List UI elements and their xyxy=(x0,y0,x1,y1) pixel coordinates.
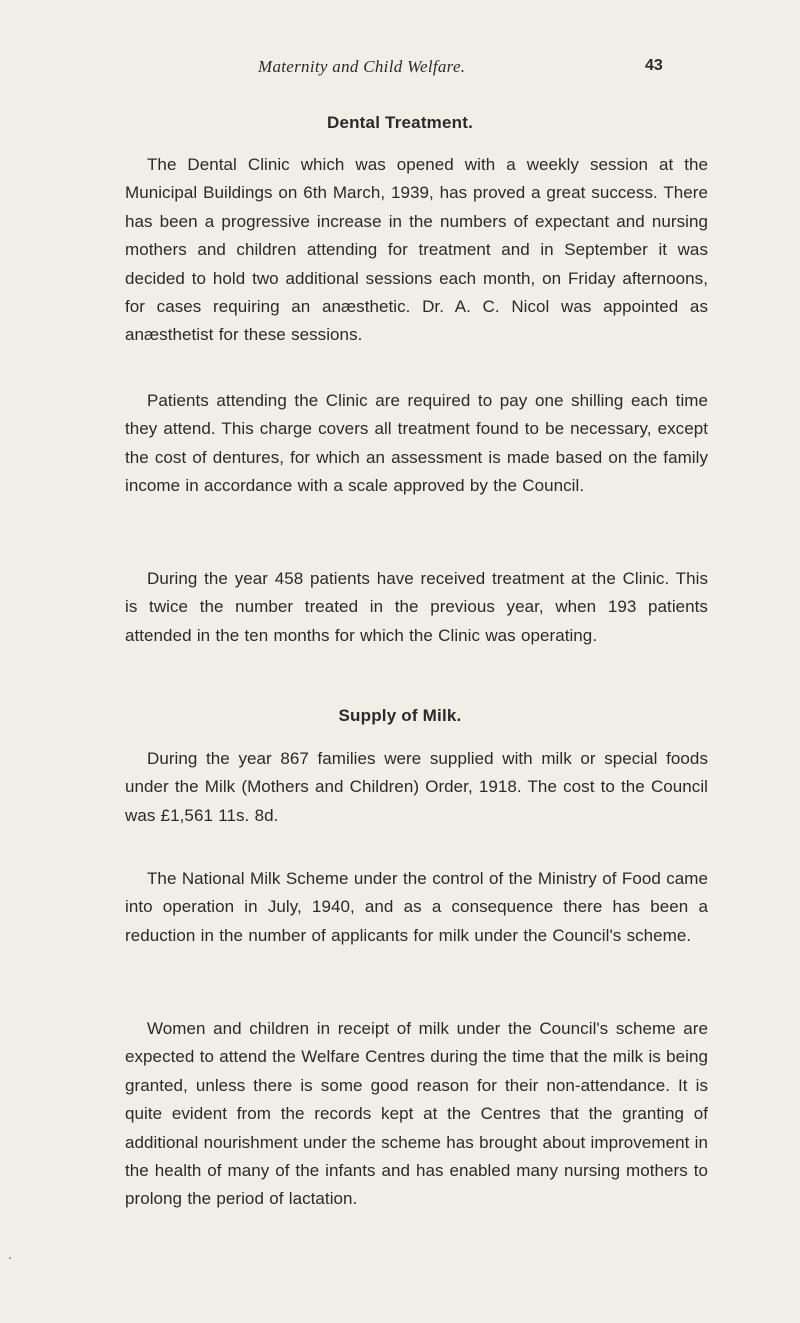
page-number: 43 xyxy=(645,57,663,74)
paper-speck xyxy=(9,1257,11,1259)
section-heading-supply-of-milk: Supply of Milk. xyxy=(338,706,462,725)
paragraph-patients-treated: During the year 458 patients have received treatment at the Clinic. This is twice the number treated in the previous year, when 193 patients attended in the ten months for which the Clinic was operating. xyxy=(125,569,708,645)
paragraph-welfare-centres: Women and children in receipt of milk under the Council's scheme are expected to attend the Welfare Centres during the time that the milk is being granted, unless there is some good reason for their non-attendance. It is quite evident from the records kept at the Centres that the granting of additional nourishment under the scheme has brought about improvement in the health of many of the infants and has enabled many nursing mothers to prolong the period of lactation. xyxy=(125,1019,708,1209)
paragraph-clinic-fees: Patients attending the Clinic are required to pay one shilling each time they attend. This charge covers all treatment found to be necessary, except the cost of dentures, for which an assessment is made based on the family income in accordance with a scale approved by the Council. xyxy=(125,391,708,496)
paragraph-dental-clinic: The Dental Clinic which was opened with a weekly session at the Municipal Buildings on 6th March, 1939, has proved a great success. There has been a progressive increase in the numbers of expectant and nursing mothers and children attending for treatment and in September it was decided to hold two additional sessions each month, on Friday afternoons, for cases requiring an anæsthetic. Dr. A. C. Nicol was appointed as anæsthetist for these sessions. xyxy=(125,155,708,345)
paragraph-milk-families: During the year 867 families were supplied with milk or special foods under the Milk (Mothers and Children) Order, 1918. The cost to the Council was £1,561 11s. 8d. xyxy=(125,749,708,825)
running-title: Maternity and Child Welfare. xyxy=(258,57,466,76)
running-header xyxy=(0,57,800,87)
section-heading-dental-treatment: Dental Treatment. xyxy=(326,113,474,132)
paragraph-national-milk-scheme: The National Milk Scheme under the control of the Ministry of Food came into operation in July, 1940, and as a consequence there has been a reduction in the number of applicants for milk under the Council's scheme. xyxy=(125,869,708,945)
